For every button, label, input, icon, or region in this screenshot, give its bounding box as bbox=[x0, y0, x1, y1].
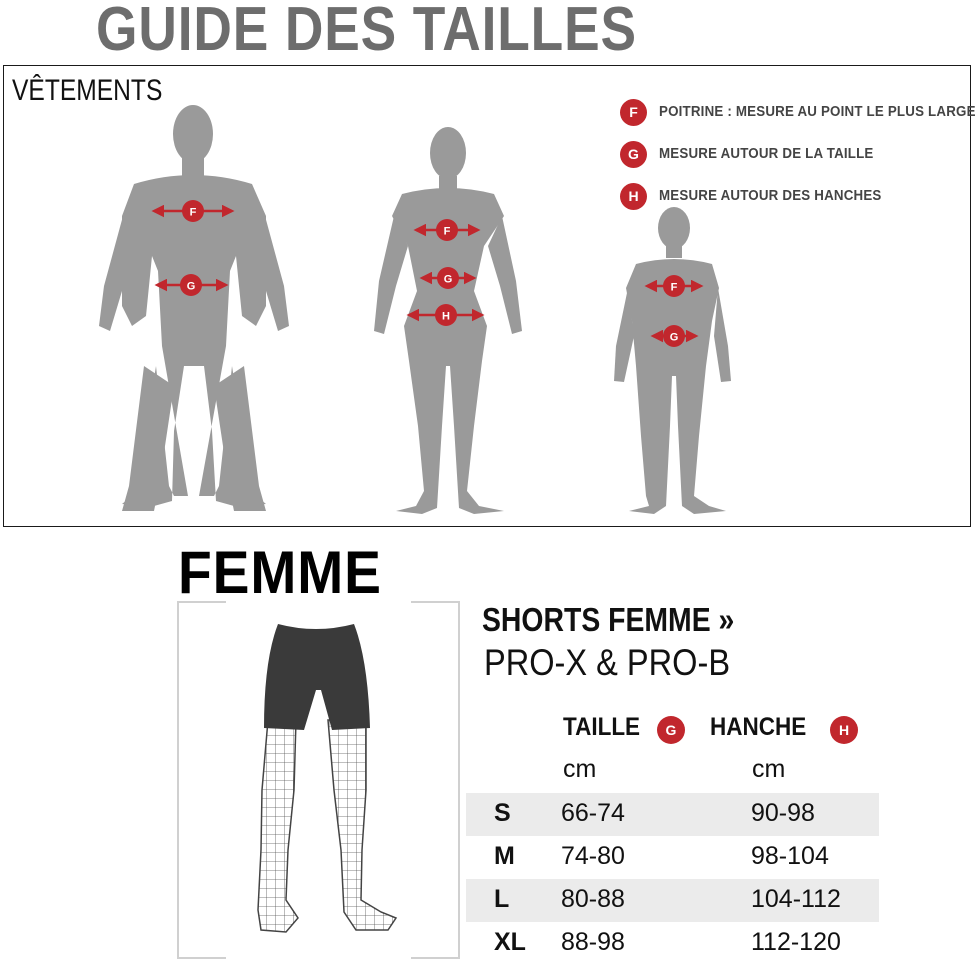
legend-item-waist bbox=[620, 133, 976, 175]
column-header-taille: TAILLE bbox=[563, 713, 641, 741]
hanche-cell: 90-98 bbox=[751, 799, 815, 827]
hanche-cell: 104-112 bbox=[751, 885, 841, 913]
taille-cell: 88-98 bbox=[561, 928, 625, 956]
hanche-cell: 98-104 bbox=[751, 842, 829, 870]
marker-h-label: H bbox=[442, 310, 450, 323]
taille-cell: 80-88 bbox=[561, 885, 625, 913]
size-cell: M bbox=[494, 842, 515, 870]
shorts-illustration bbox=[176, 600, 466, 962]
size-cell: XL bbox=[494, 928, 526, 956]
right-leg bbox=[328, 720, 396, 930]
marker-g-label: G bbox=[186, 280, 196, 293]
taille-cell: 74-80 bbox=[561, 842, 625, 870]
badge-f: F bbox=[620, 99, 647, 126]
legend-text: POITRINE : MESURE AU POINT LE PLUS LARGE bbox=[659, 104, 976, 120]
clothing-panel bbox=[3, 65, 976, 527]
section-title: FEMME bbox=[178, 539, 382, 606]
table-row bbox=[466, 922, 879, 965]
unit-hanche: cm bbox=[752, 755, 786, 783]
badge-h: H bbox=[620, 183, 647, 210]
legend-item-hips bbox=[620, 175, 976, 217]
badge-g: G bbox=[657, 716, 685, 744]
panel-label: VÊTEMENTS bbox=[12, 74, 163, 107]
product-title: SHORTS FEMME » bbox=[482, 601, 735, 638]
hanche-cell: 112-120 bbox=[751, 928, 841, 956]
table-row bbox=[466, 793, 879, 836]
column-header-hanche: HANCHE bbox=[710, 713, 807, 741]
page-title: GUIDE DES TAILLES bbox=[96, 0, 637, 64]
marker-f-label: F bbox=[189, 206, 197, 219]
marker-f-label: F bbox=[670, 281, 678, 294]
shorts-icon bbox=[264, 624, 370, 730]
legend-item-chest bbox=[620, 91, 976, 133]
badge-h: H bbox=[830, 716, 858, 744]
legend-text: MESURE AUTOUR DE LA TAILLE bbox=[659, 146, 874, 162]
product-subtitle: PRO-X & PRO-B bbox=[484, 642, 731, 683]
unit-taille: cm bbox=[563, 755, 597, 783]
badge-g: G bbox=[620, 141, 647, 168]
taille-cell: 66-74 bbox=[561, 799, 625, 827]
size-cell: S bbox=[494, 799, 511, 827]
bracket-right bbox=[411, 602, 459, 958]
legend-text: MESURE AUTOUR DES HANCHES bbox=[659, 188, 882, 204]
table-row bbox=[466, 836, 879, 879]
marker-g-label: G bbox=[443, 273, 453, 286]
table-row bbox=[466, 879, 879, 922]
size-cell: L bbox=[494, 885, 510, 913]
child-silhouette bbox=[614, 207, 731, 514]
man-silhouette bbox=[99, 105, 289, 511]
marker-f-label: F bbox=[443, 225, 451, 238]
legend bbox=[620, 91, 976, 217]
bracket-left bbox=[178, 602, 226, 958]
marker-g-label: G bbox=[669, 331, 679, 344]
left-leg bbox=[258, 720, 298, 932]
